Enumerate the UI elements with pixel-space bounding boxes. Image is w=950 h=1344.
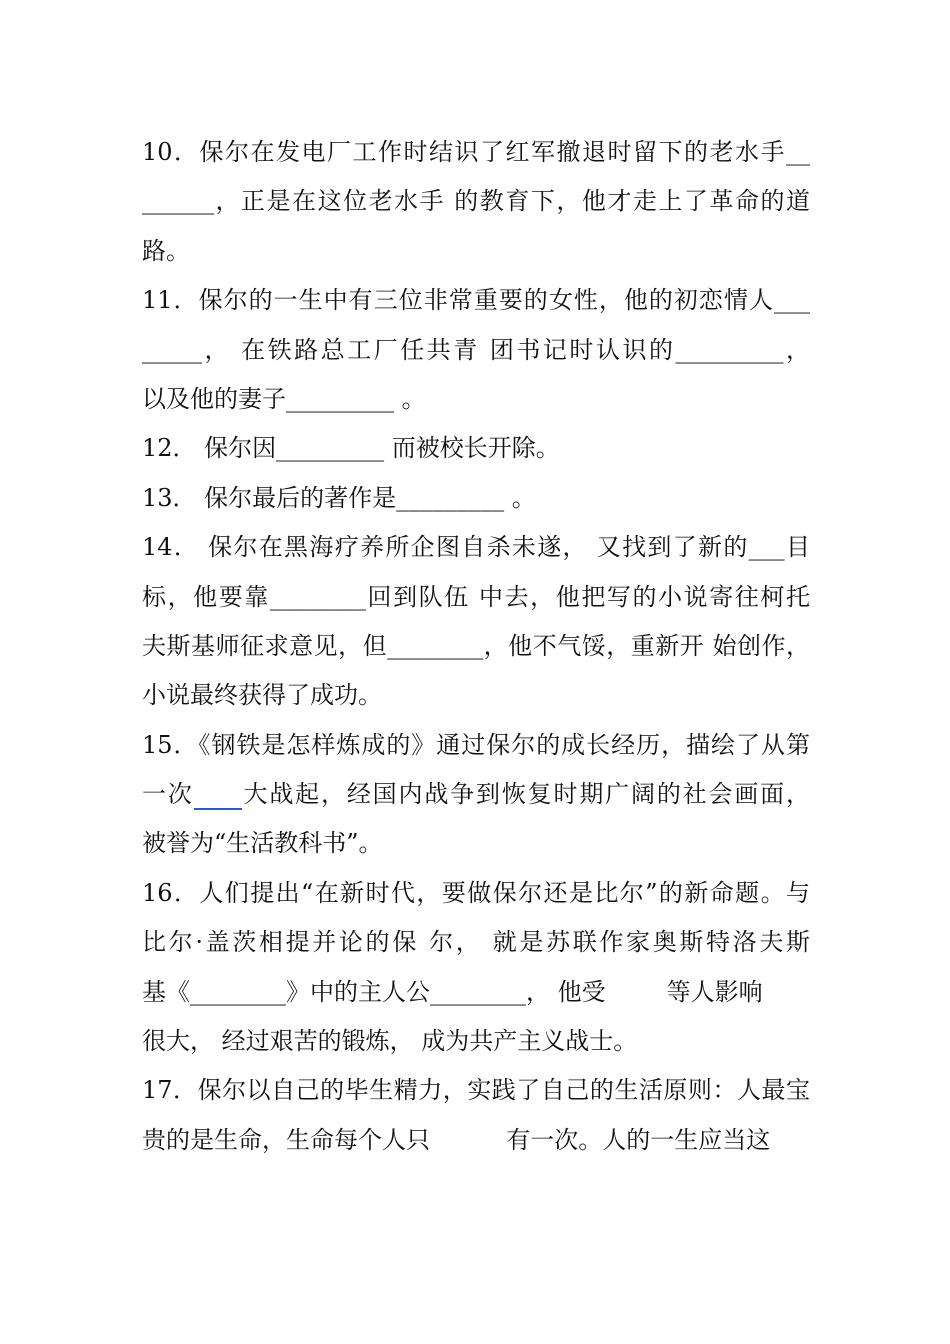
question-14-line-3: 夫斯基师征求意见，但________，他不气馁，重新开 始创作， (142, 631, 810, 660)
question-10 (142, 128, 810, 276)
question-11 (142, 276, 810, 424)
question-17-line-2: 贵的是生命，生命每个人只 有一次。人的一生应当这 (142, 1125, 771, 1154)
question-10-line-2: ______，正是在这位老水手 的教育下，他才走上了革命的道 (142, 187, 810, 216)
question-17 (142, 1066, 810, 1165)
question-14 (142, 523, 810, 721)
question-15-line-3: 被誉为“生活教科书”。 (142, 829, 383, 858)
question-15-blank (194, 780, 242, 810)
question-16-line-2: 比尔·盖茨相提并论的保 尔， 就是苏联作家奥斯特洛夫斯 (142, 928, 810, 957)
question-16-line-4: 很大， 经过艰苦的锻炼， 成为共产主义战士。 (142, 1027, 638, 1056)
question-12-line-1: 12． 保尔因_________ 而被校长开除。 (142, 434, 560, 463)
question-11-line-3: 以及他的妻子_________ 。 (142, 384, 426, 413)
question-16 (142, 869, 810, 1067)
question-16-line-3: 基《________》中的主人公________， 他受 等人影响 (142, 977, 763, 1006)
question-15-line-2: 一次 大战起，经国内战争到恢复时期广阔的社会画面， (142, 780, 810, 809)
question-11-line-2: _____， 在铁路总工厂任共青 团书记时认识的_________， (142, 335, 810, 364)
question-13-line-1: 13． 保尔最后的著作是_________ 。 (142, 483, 536, 512)
question-13 (142, 474, 810, 523)
question-17-line-1: 17．保尔以自己的毕生精力，实践了自己的生活原则：人最宝 (142, 1076, 810, 1105)
question-12 (142, 424, 810, 473)
question-14-line-4: 小说最终获得了成功。 (142, 681, 382, 710)
question-15-line-1: 15．《钢铁是怎样炼成的》通过保尔的成长经历，描绘了从第 (142, 730, 810, 759)
question-11-line-1: 11．保尔的一生中有三位非常重要的女性，他的初恋情人___ (142, 286, 810, 315)
question-10-line-3: 路。 (142, 236, 190, 265)
question-14-line-1: 14． 保尔在黑海疗养所企图自杀未遂， 又找到了新的___目 (142, 533, 810, 562)
question-16-line-1: 16．人们提出“在新时代，要做保尔还是比尔”的新命题。与 (142, 878, 810, 907)
question-10-line-1: 10．保尔在发电厂工作时结识了红军撤退时留下的老水手__ (142, 138, 810, 166)
question-15 (142, 721, 810, 869)
question-list (142, 128, 810, 1165)
question-14-line-2: 标，他要靠________回到队伍 中去，他把写的小说寄往柯托 (142, 582, 810, 611)
